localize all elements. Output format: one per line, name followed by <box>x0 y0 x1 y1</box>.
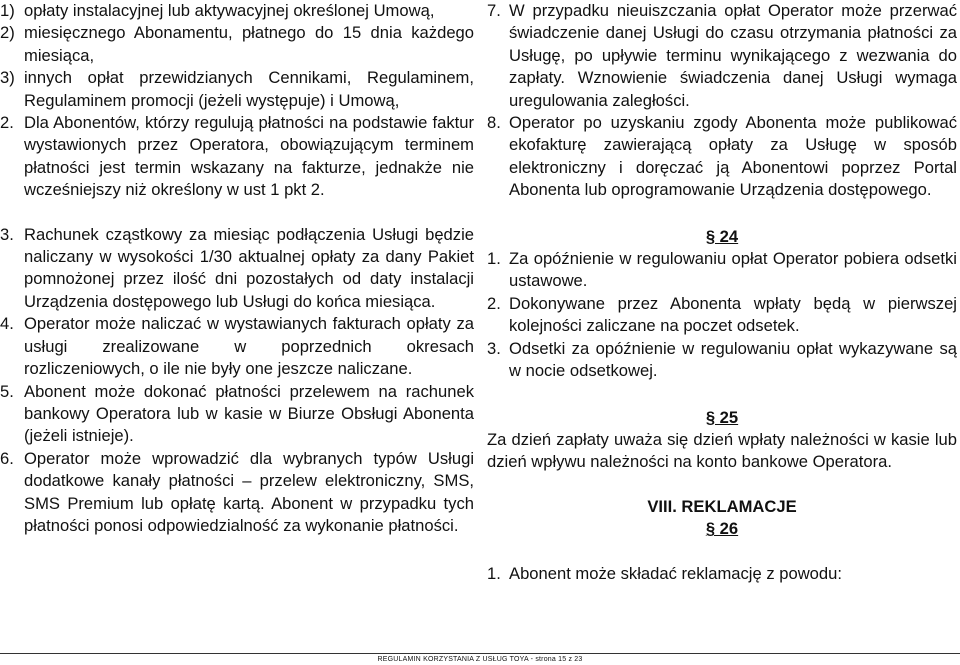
paragraph-point <box>0 112 474 202</box>
point-text: W przypadku nieuiszczania opłat Operator może przerwać świadczenie danej Usługi do czasu otrzymania płatności za Usługę, po upływie terminu wynikającego z wezwania do zapłaty. Wznowienie świadczenia danej Usługi wymaga uregulowania zaległości. <box>509 1 957 110</box>
point-number: 8. <box>487 113 501 133</box>
right-column <box>487 0 957 585</box>
point-number: 5. <box>0 381 14 401</box>
point-number: 7. <box>487 1 501 20</box>
point-number: 4. <box>0 314 14 334</box>
section-heading: § 25 <box>705 407 739 427</box>
chapter-heading: VIII. REKLAMACJE <box>647 496 797 516</box>
section-heading: § 26 <box>705 519 739 539</box>
point-number: 3. <box>0 224 14 244</box>
paragraph-point <box>0 313 474 380</box>
point-text: Dla Abonentów, którzy regulują płatności na podstawie faktur wystawionych przez Operatora, obowiązującym terminem płatności jest termin wskazany na fakturze, jednakże nie wcześniejszy niż określony w ust 1 pkt 2. <box>24 113 474 200</box>
point-text: Odsetki za opóźnienie w regulowaniu opłat wykazywane są w nocie odsetkowej. <box>509 338 957 381</box>
point-text: Abonent może składać reklamację z powodu: <box>509 563 842 583</box>
point-text: Operator może naliczać w wystawianych fakturach opłaty za usługi zrealizowane w poprzednich okresach rozliczeniowych, o ile nie były one jeszcze naliczane. <box>24 314 474 379</box>
paragraph-point <box>487 0 957 112</box>
paragraph-point <box>0 381 474 448</box>
paragraph-point <box>487 248 957 293</box>
list-item <box>0 0 474 22</box>
paragraph-point <box>487 338 957 383</box>
section-heading: § 24 <box>705 226 739 246</box>
paragraph-point <box>0 448 474 538</box>
list-item-text: opłaty instalacyjnej lub aktywacyjnej określonej Umową, <box>24 1 435 20</box>
list-item-number: 1) <box>0 1 15 20</box>
point-text: Rachunek cząstkowy za miesiąc podłączenia Usługi będzie naliczany w wysokości 1/30 aktualnej opłaty za dany Pakiet pomnożonej przez ilość dni pozostałych od daty instalacji Urządzenia dostępowego lub Usługi do końca miesiąca. <box>24 224 474 311</box>
point-number: 2. <box>487 293 501 313</box>
paragraph-point <box>487 563 957 585</box>
point-number: 1. <box>487 249 501 269</box>
list-item-number: 2) <box>0 23 15 43</box>
point-number: 2. <box>0 113 14 133</box>
list-item-text: innych opłat przewidzianych Cennikami, Regulaminem, Regulaminem promocji (jeżeli występuje) i Umową, <box>24 68 474 110</box>
point-text: Operator po uzyskaniu zgody Abonenta może publikować ekofakturę zawierającą opłaty za Usługę w sposób elektroniczny i doręczać ją Abonentowi poprzez Portal Abonenta lub oprogramowanie Urządzenia dostępowego. <box>509 113 957 200</box>
list-item-text: miesięcznego Abonamentu, płatnego do 15 dnia każdego miesiąca, <box>24 23 474 65</box>
paragraph-point <box>0 224 474 314</box>
point-text: Za opóźnienie w regulowaniu opłat Operator pobiera odsetki ustawowe. <box>509 249 957 291</box>
footer-divider <box>0 653 960 654</box>
point-text: Operator może wprowadzić dla wybranych typów Usługi dodatkowe kanały płatności – przelew elektroniczny, SMS, SMS Premium lub opłatę kartą. Abonent w przypadku tych płatności ponosi odpowiedzialność za wykonanie płatności. <box>24 448 474 535</box>
list-item <box>0 67 474 112</box>
list-item <box>0 22 474 67</box>
point-number: 1. <box>487 563 501 583</box>
left-column <box>0 0 474 537</box>
list-item-number: 3) <box>0 68 15 88</box>
paragraph-point <box>487 293 957 338</box>
page-footer: REGULAMIN KORZYSTANIA Z USŁUG TOYA - strona 15 z 23 <box>377 656 583 663</box>
point-text: Abonent może dokonać płatności przelewem na rachunek bankowy Operatora lub w kasie w Biurze Obsługi Abonenta (jeżeli istnieje). <box>24 381 474 446</box>
point-number: 6. <box>0 448 14 468</box>
section-paragraph: Za dzień zapłaty uważa się dzień wpłaty należności w kasie lub dzień wpływu należności na konto bankowe Operatora. <box>487 429 957 472</box>
point-number: 3. <box>487 338 501 358</box>
point-text: Dokonywane przez Abonenta wpłaty będą w pierwszej kolejności zaliczane na poczet odsetek. <box>509 293 957 336</box>
paragraph-point <box>487 112 957 202</box>
